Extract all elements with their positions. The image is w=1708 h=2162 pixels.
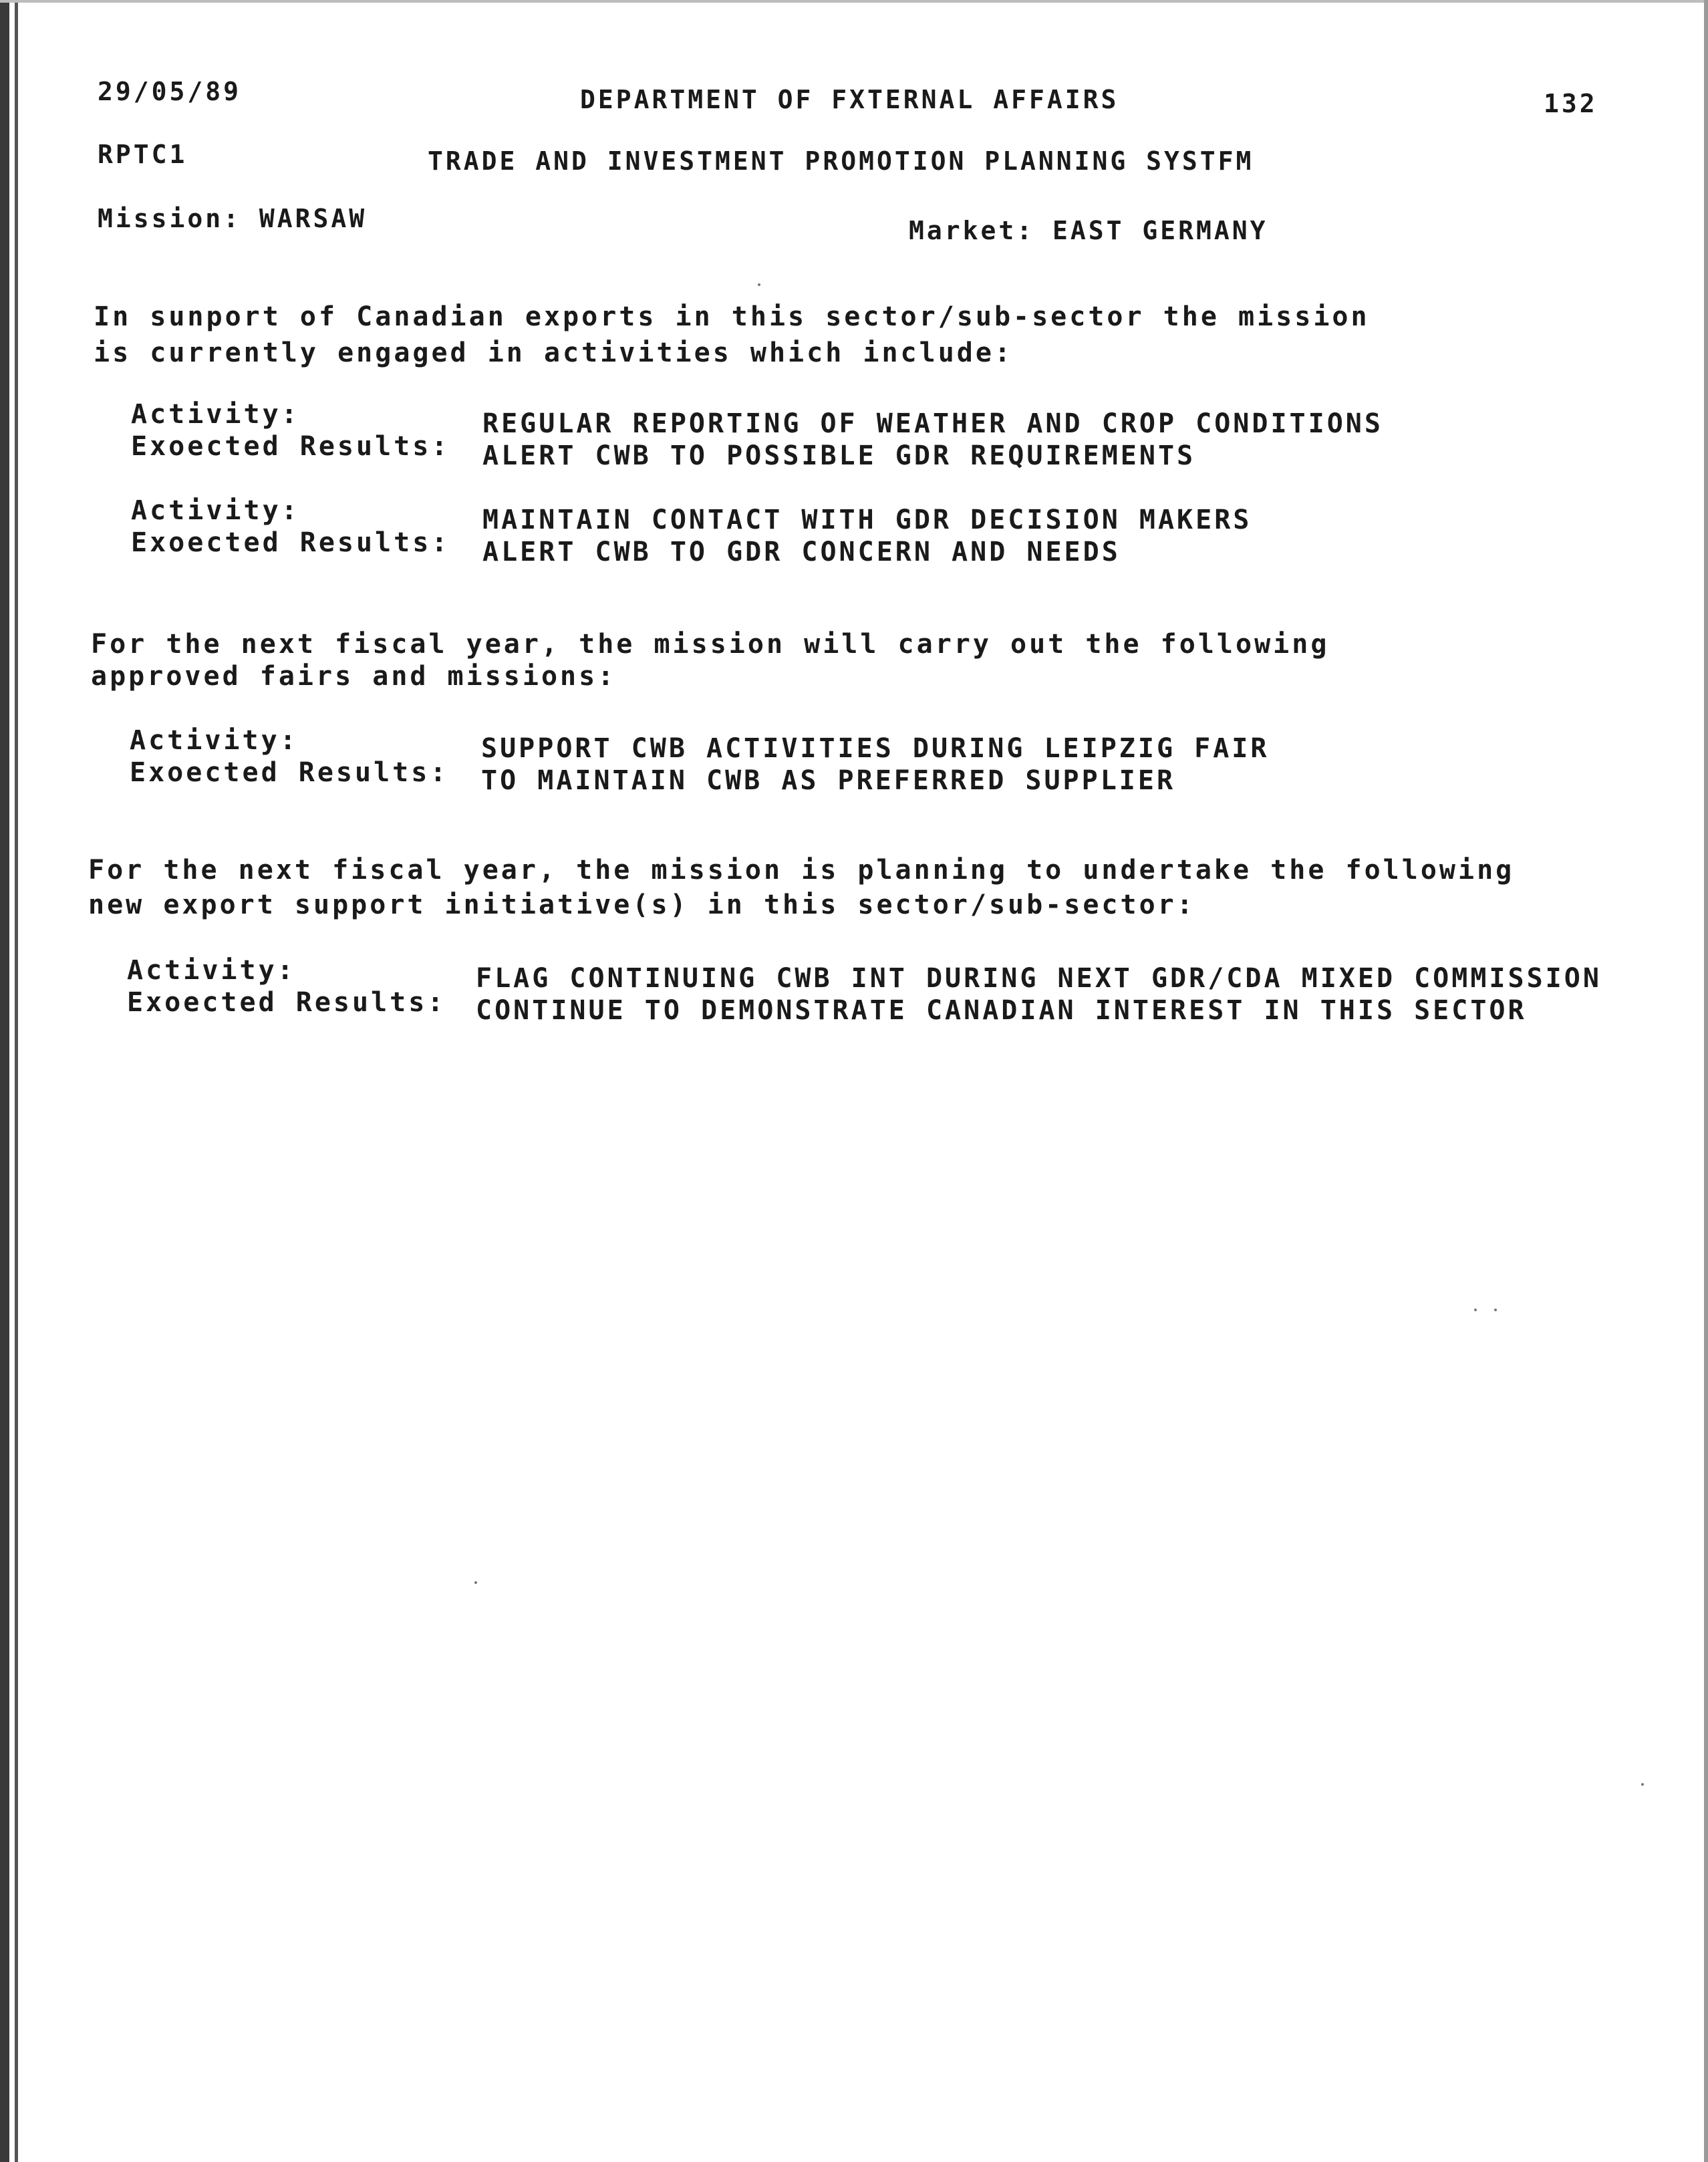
scan-border-left <box>0 0 9 2162</box>
report-date: 29/05/89 <box>98 77 242 106</box>
expected-results-text: TO MAINTAIN CWB AS PREFERRED SUPPLIER <box>481 765 1176 796</box>
expected-results-text: CONTINUE TO DEMONSTRATE CANADIAN INTEREST IN THIS SECTOR <box>476 995 1527 1026</box>
activity-text: REGULAR REPORTING OF WEATHER AND CROP CONDITIONS <box>482 408 1383 439</box>
scan-speck <box>1494 1309 1497 1311</box>
mission-label: Mission: WARSAW <box>98 204 368 233</box>
section-3-intro-line-2: new export support initiative(s) in this sector/sub-sector: <box>88 890 1195 920</box>
scan-border-left-inner <box>15 0 18 2162</box>
activity-text: SUPPORT CWB ACTIVITIES DURING LEIPZIG FAIR <box>481 733 1270 764</box>
activity-label: Activity: <box>130 725 299 756</box>
section-2-intro-line-2: approved fairs and missions: <box>91 661 617 692</box>
section-1-intro-line-1: In sunport of Canadian exports in this sector/sub-sector the mission <box>94 301 1370 332</box>
scan-speck <box>758 283 760 286</box>
section-2-intro-line-1: For the next fiscal year, the mission will carry out the following <box>91 629 1330 660</box>
system-title: TRADE AND INVESTMENT PROMOTION PLANNING SYSTFM <box>428 146 1254 176</box>
expected-results-text: ALERT CWB TO GDR CONCERN AND NEEDS <box>482 537 1121 567</box>
expected-results-label: Exoected Results: <box>127 987 446 1018</box>
expected-results-text: ALERT CWB TO POSSIBLE GDR REQUIREMENTS <box>482 440 1196 471</box>
activity-label: Activity: <box>131 495 300 526</box>
scan-speck <box>1474 1309 1477 1311</box>
activity-label: Activity: <box>127 955 296 986</box>
scan-border-right <box>1704 0 1708 2162</box>
scan-border-top <box>0 0 1708 3</box>
expected-results-label: Exoected Results: <box>130 757 449 788</box>
report-code: RPTC1 <box>98 140 188 169</box>
expected-results-label: Exoected Results: <box>131 431 450 462</box>
section-3-intro-line-1: For the next fiscal year, the mission is planning to undertake the following <box>88 855 1515 886</box>
scan-speck <box>474 1581 477 1584</box>
section-1-intro-line-2: is currently engaged in activities which include: <box>94 337 1014 368</box>
department-title: DEPARTMENT OF FXTERNAL AFFAIRS <box>580 85 1119 114</box>
scan-speck <box>1641 1783 1644 1786</box>
activity-label: Activity: <box>131 399 300 430</box>
activity-text: MAINTAIN CONTACT WITH GDR DECISION MAKERS <box>482 505 1252 535</box>
activity-text: FLAG CONTINUING CWB INT DURING NEXT GDR/CDA MIXED COMMISSION <box>476 963 1602 994</box>
expected-results-label: Exoected Results: <box>131 527 450 558</box>
market-label: Market: EAST GERMANY <box>909 216 1268 245</box>
page-number: 132 <box>1544 89 1598 118</box>
